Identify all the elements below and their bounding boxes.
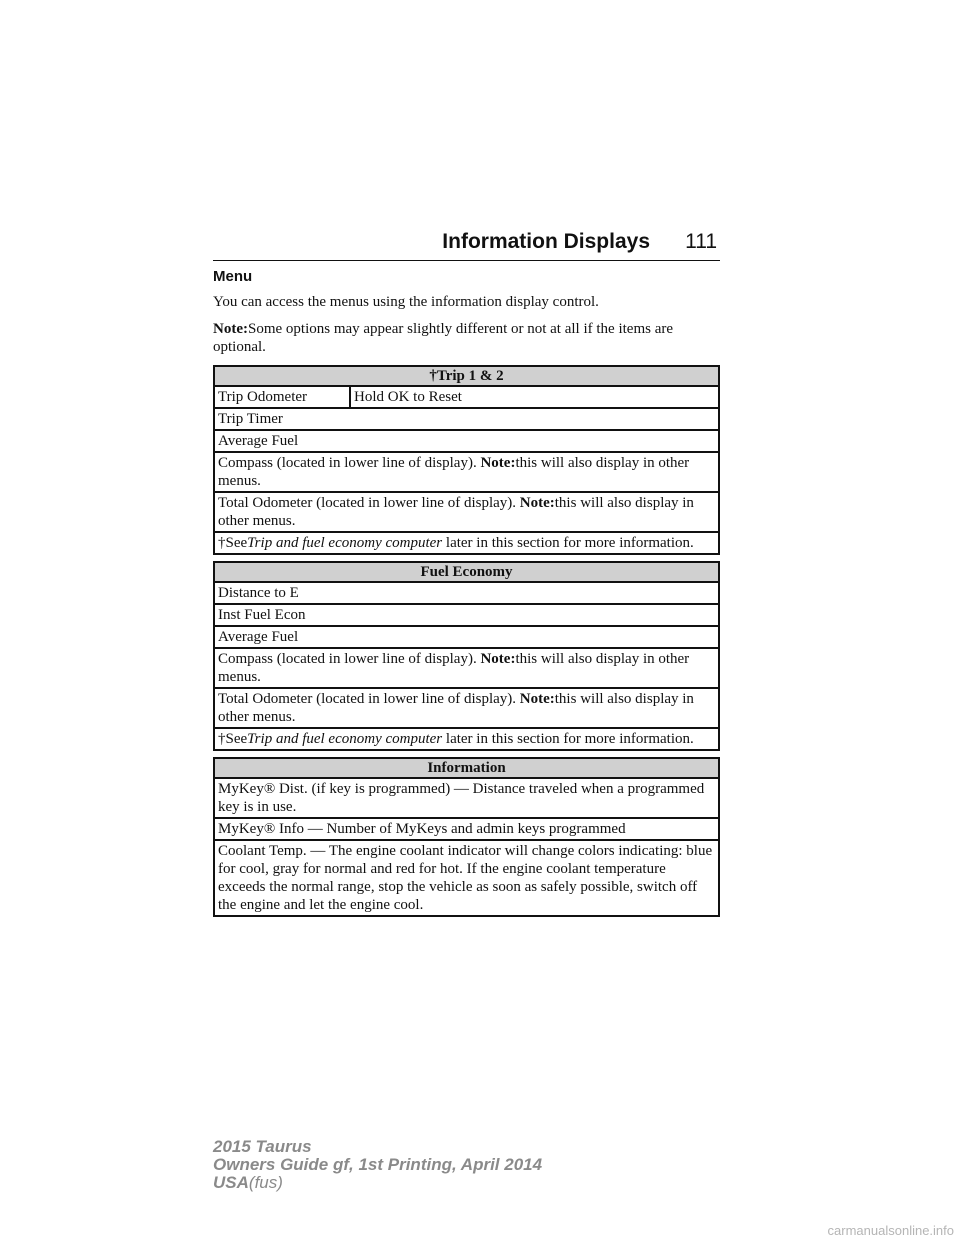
fuel-total-odometer-note-label: Note:	[519, 691, 555, 707]
info-mykey-info-cell: MyKey® Info — Number of MyKeys and admin keys programmed	[214, 818, 719, 840]
info-coolant-cell: Coolant Temp. — The engine coolant indicator will change colors indicating: blue for cool, gray for normal and red for hot. If the engine coolant temperature exceeds the normal range, stop the vehicle as soon as safely possible, switch off the engine and let the engine cool.	[214, 840, 719, 916]
trip-compass-note: this will also display in other menus.	[218, 455, 690, 489]
fuel-distance-cell: Distance to E	[214, 582, 719, 604]
trip-see-link: Trip and fuel economy computer	[247, 535, 443, 551]
table-row	[214, 452, 719, 492]
fuel-see-prefix: †See	[218, 731, 248, 747]
table-row	[214, 688, 719, 728]
information-table	[213, 757, 720, 917]
trip-compass-note-label: Note:	[480, 455, 516, 471]
table-row	[214, 492, 719, 532]
fuel-compass-text: Compass (located in lower line of display).	[218, 651, 477, 667]
page-title: Information Displays	[442, 230, 650, 253]
document-footer	[213, 1138, 542, 1192]
trip-timer-cell: Trip Timer	[214, 408, 719, 430]
fuel-table-title: Fuel Economy	[214, 562, 719, 582]
fuel-see-link: Trip and fuel economy computer	[247, 731, 443, 747]
fuel-inst-econ-cell: Inst Fuel Econ	[214, 604, 719, 626]
page-header	[213, 228, 720, 261]
table-row	[214, 386, 719, 408]
table-row	[214, 582, 719, 604]
fuel-compass-note: this will also display in other menus.	[218, 651, 690, 685]
note-text: Some options may appear slightly different or not at all if the items are optional.	[213, 321, 674, 355]
table-row	[214, 532, 719, 554]
trip-compass-text: Compass (located in lower line of display).	[218, 455, 477, 471]
fuel-average-cell: Average Fuel	[214, 626, 719, 648]
trip-total-odometer-text: Total Odometer (located in lower line of display).	[218, 495, 517, 511]
trip-see-also-cell	[214, 532, 719, 554]
footer-region-bold: USA	[213, 1173, 249, 1192]
note-paragraph	[213, 320, 720, 356]
page-number: 111	[685, 230, 717, 253]
info-table-title: Information	[214, 758, 719, 778]
table-row	[214, 648, 719, 688]
table-row	[214, 604, 719, 626]
fuel-economy-table	[213, 561, 720, 751]
fuel-total-odometer-cell	[214, 688, 719, 728]
table-row	[214, 818, 719, 840]
info-mykey-dist-cell: MyKey® Dist. (if key is programmed) — Distance traveled when a programmed key is in use.	[214, 778, 719, 818]
fuel-total-odometer-text: Total Odometer (located in lower line of display).	[218, 691, 517, 707]
fuel-see-suffix: later in this section for more information.	[445, 731, 694, 747]
footer-edition: Owners Guide gf, 1st Printing, April 2014	[213, 1155, 543, 1174]
footer-model: 2015 Taurus	[213, 1137, 312, 1156]
trip-odometer-label: Trip Odometer	[214, 386, 350, 408]
trip-see-suffix: later in this section for more information.	[445, 535, 694, 551]
trip-see-prefix: †See	[218, 535, 248, 551]
trip-average-fuel-cell: Average Fuel	[214, 430, 719, 452]
table-row	[214, 626, 719, 648]
footer-region-code: (fus)	[248, 1173, 283, 1192]
fuel-see-also-cell	[214, 728, 719, 750]
trip-total-odometer-note: this will also display in other menus.	[218, 495, 694, 529]
site-watermark: carmanualsonline.info	[827, 1223, 954, 1238]
table-row	[214, 728, 719, 750]
page-content	[213, 268, 720, 923]
fuel-compass-cell	[214, 648, 719, 688]
note-label: Note:	[213, 321, 248, 337]
trip-odometer-value: Hold OK to Reset	[350, 386, 719, 408]
table-row	[214, 430, 719, 452]
trip-table-title: †Trip 1 & 2	[214, 366, 719, 386]
trip-total-odometer-cell	[214, 492, 719, 532]
fuel-compass-note-label: Note:	[480, 651, 516, 667]
table-row	[214, 408, 719, 430]
table-row	[214, 778, 719, 818]
table-row	[214, 840, 719, 916]
trip-menu-table	[213, 365, 720, 555]
section-heading: Menu	[213, 268, 253, 285]
fuel-total-odometer-note: this will also display in other menus.	[218, 691, 694, 725]
trip-total-odometer-note-label: Note:	[519, 495, 555, 511]
intro-paragraph: You can access the menus using the information display control.	[213, 294, 599, 310]
footer-region	[213, 1174, 542, 1192]
trip-compass-cell	[214, 452, 719, 492]
